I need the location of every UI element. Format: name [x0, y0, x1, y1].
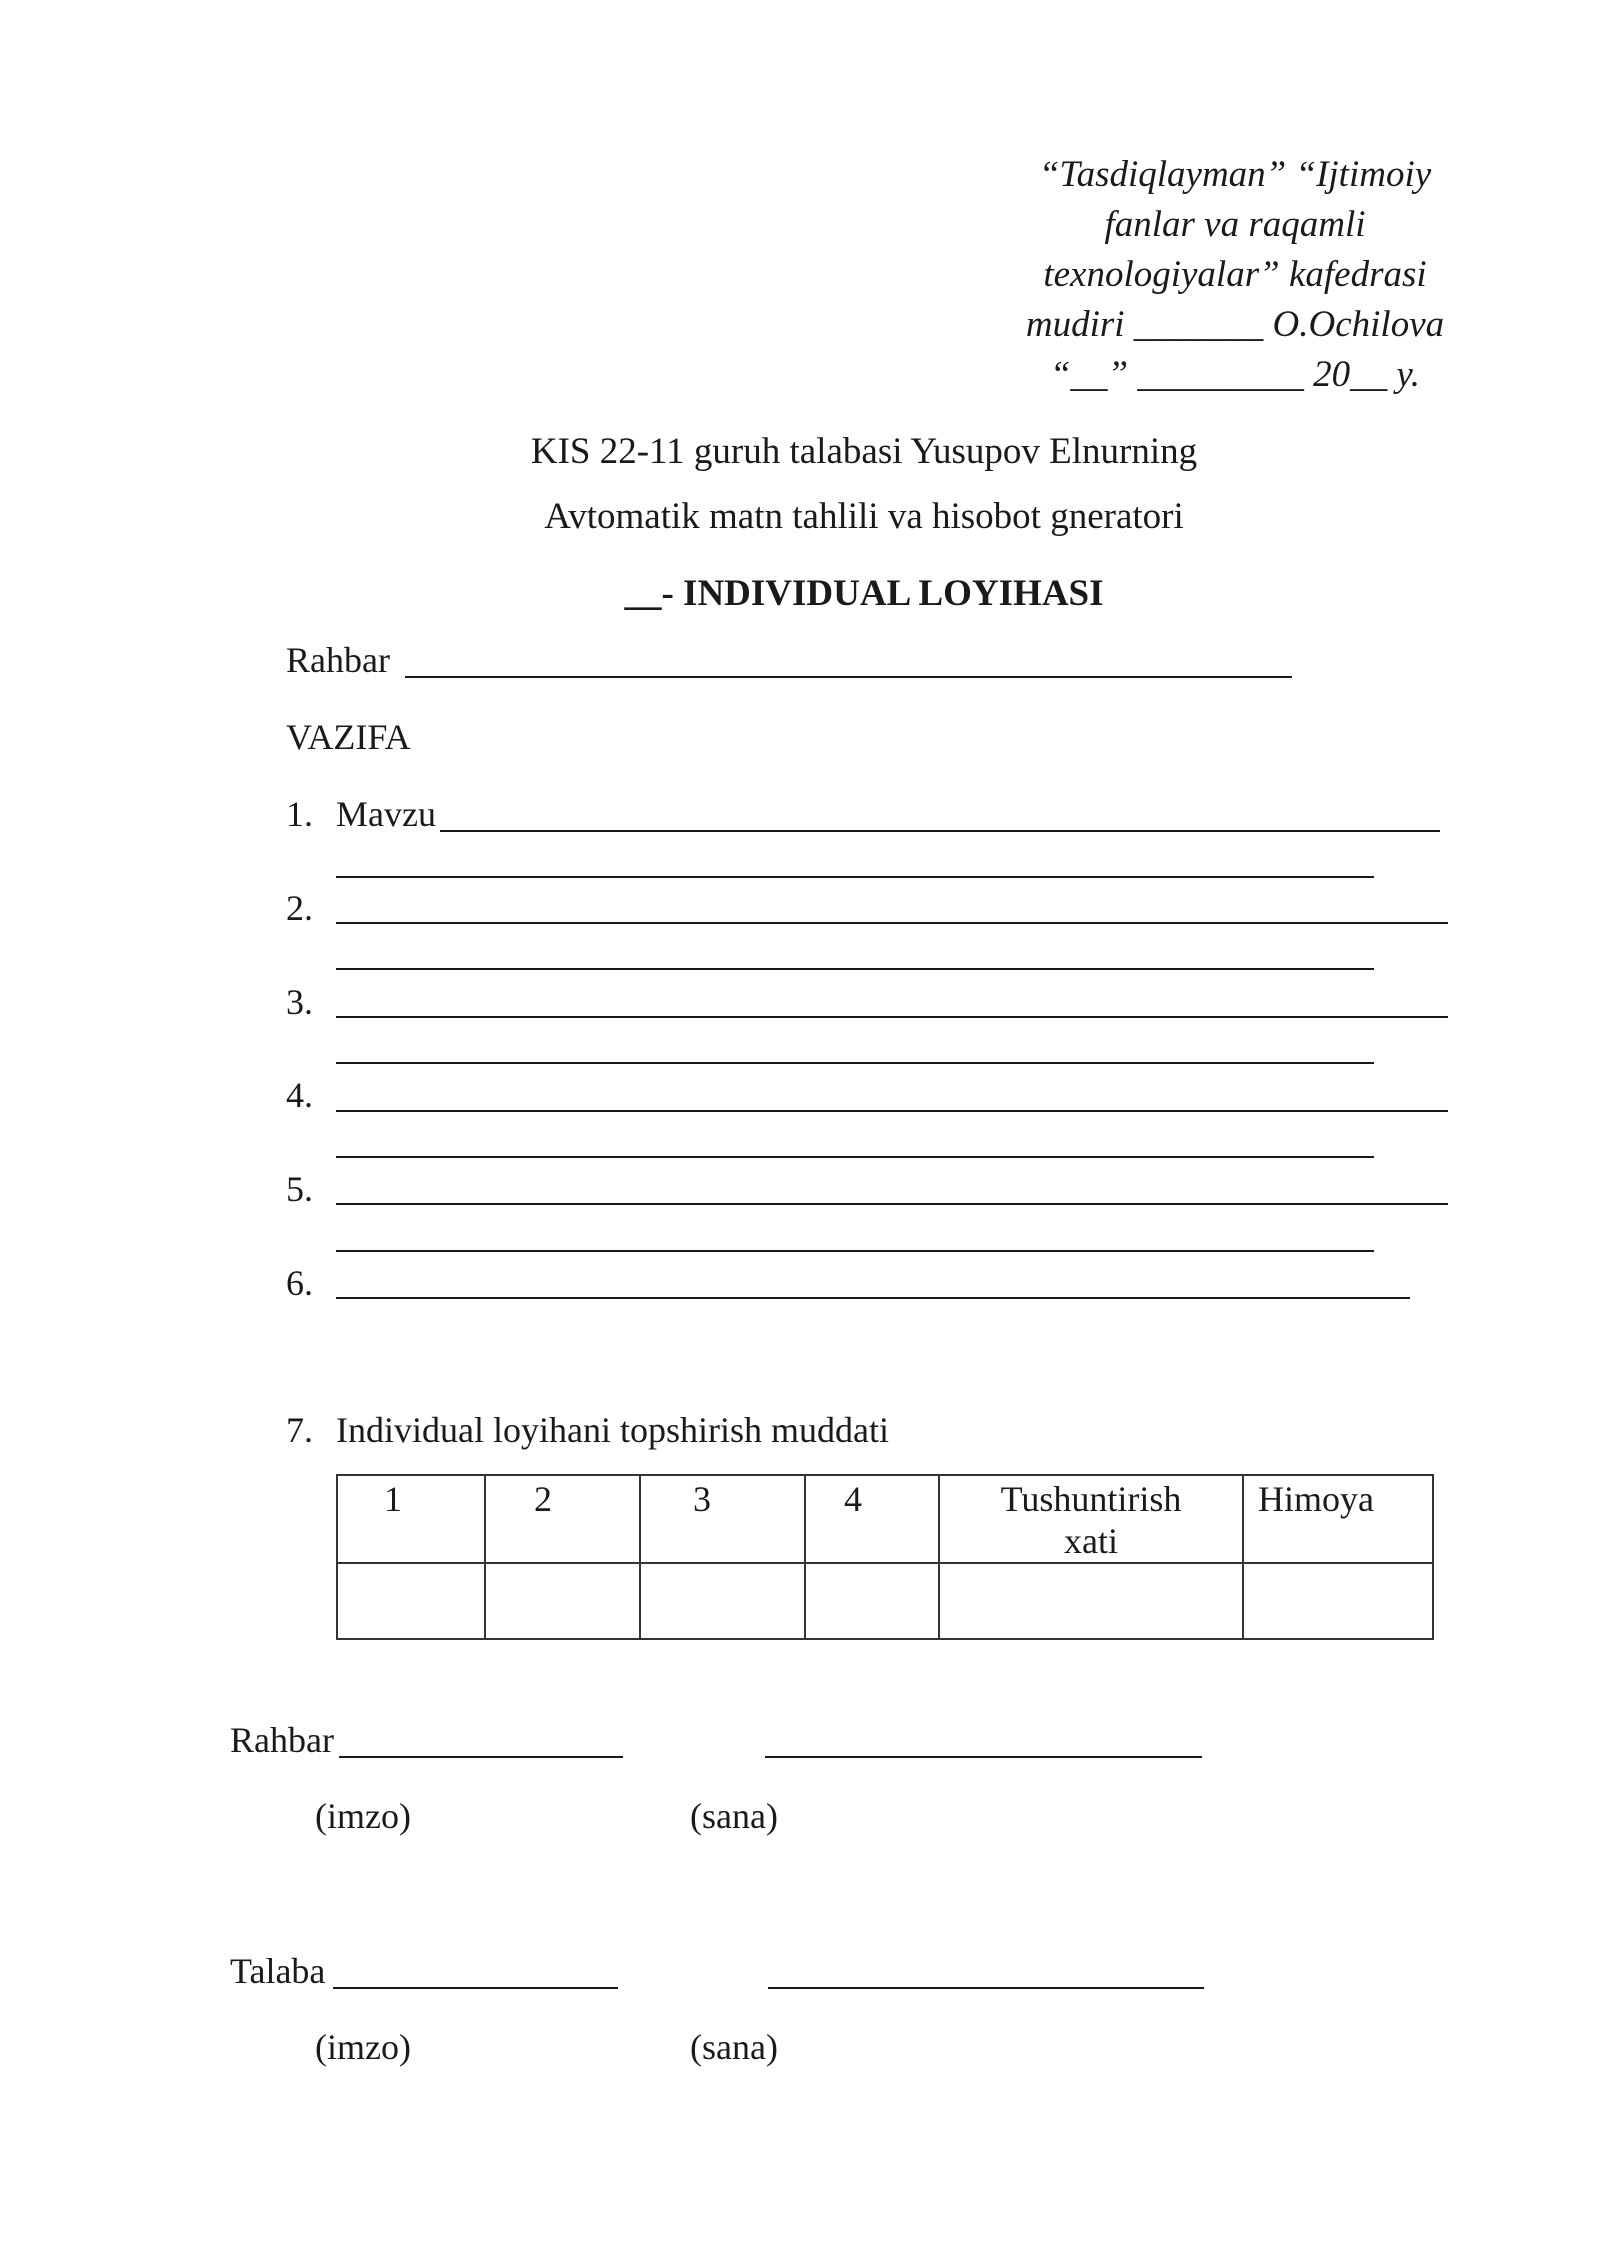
- deadline-header-4: 4: [844, 1479, 862, 1519]
- task-2-line-2: [336, 968, 1374, 970]
- deadline-value-cell[interactable]: [485, 1563, 640, 1639]
- signature-supervisor-label: Rahbar: [230, 1720, 334, 1760]
- deadline-value-cell[interactable]: [805, 1563, 939, 1639]
- project-topic: Avtomatik matn tahlili va hisobot gneratori: [544, 496, 1184, 537]
- student-signature-caption: (imzo): [315, 2027, 411, 2067]
- task-7-label: Individual loyihani topshirish muddati: [336, 1410, 889, 1450]
- task-number-7: 7.: [286, 1410, 313, 1450]
- project-title: __- INDIVIDUAL LOYIHASI: [624, 573, 1104, 614]
- task-number-2: 2.: [286, 888, 313, 928]
- approval-line-4: mudiri _______ O.Ochilova: [1025, 304, 1445, 345]
- approval-line-3: texnologiyalar” kafedrasi: [1043, 254, 1427, 295]
- deadline-header-5-line-2: xati: [1064, 1521, 1118, 1561]
- task-3-line-2: [336, 1062, 1374, 1064]
- supervisor-label: Rahbar: [286, 640, 390, 680]
- deadline-table-value-row: [337, 1563, 1433, 1639]
- task-number-1: 1.: [286, 794, 313, 834]
- deadline-header-5-line-1: Tushuntirish: [1000, 1479, 1182, 1519]
- task-number-5: 5.: [286, 1169, 313, 1209]
- supervisor-signature-line: [339, 1756, 623, 1758]
- task-number-4: 4.: [286, 1075, 313, 1115]
- deadline-header-cell: [485, 1475, 640, 1563]
- deadline-header-cell: [1243, 1475, 1433, 1563]
- task-5-line-2: [336, 1250, 1374, 1252]
- deadline-header-2: 2: [534, 1479, 552, 1519]
- deadline-value-cell[interactable]: [640, 1563, 805, 1639]
- deadline-header-cell: [805, 1475, 939, 1563]
- task-5-line: [336, 1203, 1448, 1205]
- task-heading: VAZIFA: [286, 717, 411, 757]
- task-2-line: [336, 922, 1448, 924]
- task-1-line-2: [336, 876, 1374, 878]
- deadline-table: [336, 1474, 1434, 1640]
- student-line: KIS 22-11 guruh talabasi Yusupov Elnurning: [530, 431, 1198, 472]
- approval-line-1: “Tasdiqlayman” “Ijtimoiy: [1038, 154, 1432, 195]
- deadline-header-6: Himoya: [1258, 1479, 1374, 1519]
- task-6-line: [336, 1297, 1410, 1299]
- supervisor-signature-caption: (imzo): [315, 1796, 411, 1836]
- approval-block: [1010, 150, 1460, 400]
- signature-student-label: Talaba: [230, 1951, 326, 1991]
- supervisor-date-caption: (sana): [690, 1796, 778, 1836]
- deadline-header-3: 3: [693, 1479, 711, 1519]
- supervisor-fill-line: [405, 676, 1292, 678]
- deadline-value-cell[interactable]: [1243, 1563, 1433, 1639]
- task-4-line: [336, 1110, 1448, 1112]
- task-4-line-2: [336, 1156, 1374, 1158]
- approval-line-5: “__” _________ 20__ y.: [1049, 354, 1421, 395]
- task-number-3: 3.: [286, 982, 313, 1022]
- approval-line-2: fanlar va raqamli: [1104, 204, 1366, 245]
- supervisor-date-line: [765, 1756, 1202, 1758]
- deadline-value-cell[interactable]: [337, 1563, 485, 1639]
- deadline-header-1: 1: [384, 1479, 402, 1519]
- task-1-label: Mavzu: [336, 794, 436, 834]
- deadline-header-cell: [939, 1475, 1243, 1563]
- student-date-caption: (sana): [690, 2027, 778, 2067]
- deadline-header-cell: [640, 1475, 805, 1563]
- student-signature-line: [333, 1987, 618, 1989]
- task-1-line: [440, 830, 1440, 832]
- task-number-6: 6.: [286, 1263, 313, 1303]
- deadline-value-cell[interactable]: [939, 1563, 1243, 1639]
- student-date-line: [768, 1987, 1204, 1989]
- deadline-table-header-row: [337, 1475, 1433, 1563]
- deadline-header-5: [940, 1476, 1242, 1562]
- deadline-header-cell: [337, 1475, 485, 1563]
- task-3-line: [336, 1016, 1448, 1018]
